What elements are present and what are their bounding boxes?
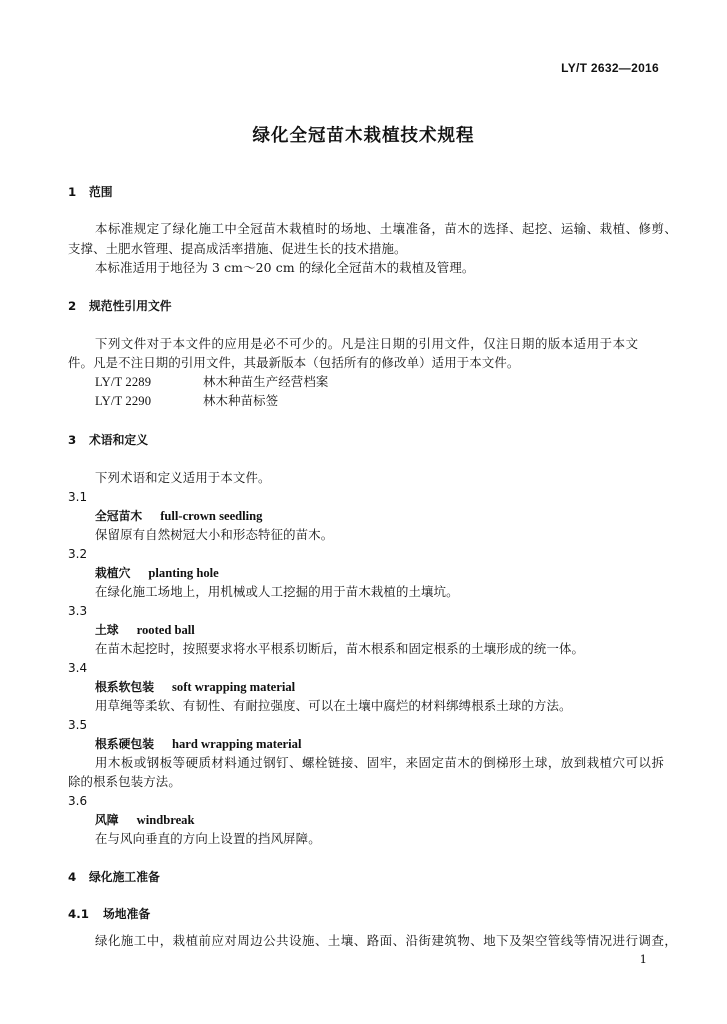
reference-code: LY/T 2289 <box>95 375 152 389</box>
term-heading <box>95 736 301 752</box>
document-title: 绿化全冠苗木栽植技术规程 <box>252 126 475 146</box>
term-number: 3.2 <box>68 547 88 561</box>
normative-reference <box>95 393 278 409</box>
term-zh: 栽植穴 <box>95 566 131 580</box>
term-zh: 土球 <box>95 623 119 637</box>
term-number: 3.6 <box>68 794 88 808</box>
term-heading <box>95 812 194 828</box>
section-4-heading <box>68 869 160 885</box>
section-title: 绿化施工准备 <box>89 870 160 884</box>
subsection-number: 4.1 <box>68 907 89 921</box>
term-heading <box>95 508 262 524</box>
term-en: hard wrapping material <box>172 737 302 751</box>
term-zh: 风障 <box>95 813 119 827</box>
section-1-heading <box>68 184 113 200</box>
section-2-heading <box>68 298 172 314</box>
section-number: 4 <box>68 870 77 884</box>
term-en: rooted ball <box>136 623 195 637</box>
section-title: 范围 <box>89 185 113 199</box>
standard-code: LY/T 2632—2016 <box>561 61 659 75</box>
term-definition: 用木板或钢板等硬质材料通过钢钉、螺栓链接、固牢，来固定苗木的倒梯形土球，放到栽植穴可以拆 <box>95 755 665 770</box>
section-number: 1 <box>68 185 77 199</box>
term-en: full-crown seedling <box>160 509 263 523</box>
term-number: 3.3 <box>68 604 88 618</box>
section-title: 规范性引用文件 <box>89 299 172 313</box>
section-number: 3 <box>68 433 77 447</box>
section-number: 2 <box>68 299 77 313</box>
term-number: 3.1 <box>68 490 88 504</box>
term-definition: 保留原有自然树冠大小和形态特征的苗木。 <box>95 527 334 542</box>
subsection-4-1-heading <box>68 906 150 922</box>
term-heading <box>95 679 295 695</box>
reference-title: 林木种苗生产经营档案 <box>203 374 329 389</box>
paragraph-line: 绿化施工中，栽植前应对周边公共设施、土壤、路面、沿街建筑物、地下及架空管线等情况进行调查， <box>95 933 678 948</box>
term-en: windbreak <box>136 813 195 827</box>
term-en: planting hole <box>148 566 219 580</box>
normative-reference <box>95 374 328 390</box>
term-heading <box>95 622 195 638</box>
paragraph-line: 下列文件对于本文件的应用是必不可少的。凡是注日期的引用文件，仅注日期的版本适用于本文 <box>95 336 639 351</box>
term-definition: 在绿化施工场地上，用机械或人工挖掘的用于苗木栽植的土壤坑。 <box>95 584 459 599</box>
term-heading <box>95 565 219 581</box>
term-definition: 在苗木起挖时，按照要求将水平根系切断后，苗木根系和固定根系的土壤形成的统一体。 <box>95 641 585 656</box>
term-zh: 根系软包装 <box>95 680 154 694</box>
term-number: 3.4 <box>68 661 88 675</box>
paragraph-line: 件。凡是不注日期的引用文件，其最新版本（包括所有的修改单）适用于本文件。 <box>68 355 520 370</box>
reference-title: 林木种苗标签 <box>203 393 279 408</box>
paragraph-line: 本标准适用于地径为 3 cm～20 cm 的绿化全冠苗木的栽植及管理。 <box>95 260 475 275</box>
section-3-heading <box>68 432 148 448</box>
paragraph-line: 下列术语和定义适用于本文件。 <box>95 470 271 485</box>
reference-code: LY/T 2290 <box>95 394 152 408</box>
term-zh: 根系硬包装 <box>95 737 154 751</box>
section-title: 术语和定义 <box>89 433 148 447</box>
subsection-title: 场地准备 <box>103 907 151 921</box>
term-definition: 在与风向垂直的方向上设置的挡风屏障。 <box>95 831 321 846</box>
paragraph-line: 本标准规定了绿化施工中全冠苗木栽植时的场地、土壤准备，苗木的选择、起挖、运输、栽植、修剪、 <box>95 221 678 236</box>
term-number: 3.5 <box>68 718 88 732</box>
term-definition: 用草绳等柔软、有韧性、有耐拉强度、可以在土壤中腐烂的材料绑缚根系土球的方法。 <box>95 698 572 713</box>
page-number: 1 <box>639 952 647 966</box>
paragraph-line: 支撑、土肥水管理、提高成活率措施、促进生长的技术措施。 <box>68 241 407 256</box>
term-zh: 全冠苗木 <box>95 509 143 523</box>
term-definition: 除的根系包装方法。 <box>68 774 181 789</box>
term-en: soft wrapping material <box>172 680 296 694</box>
